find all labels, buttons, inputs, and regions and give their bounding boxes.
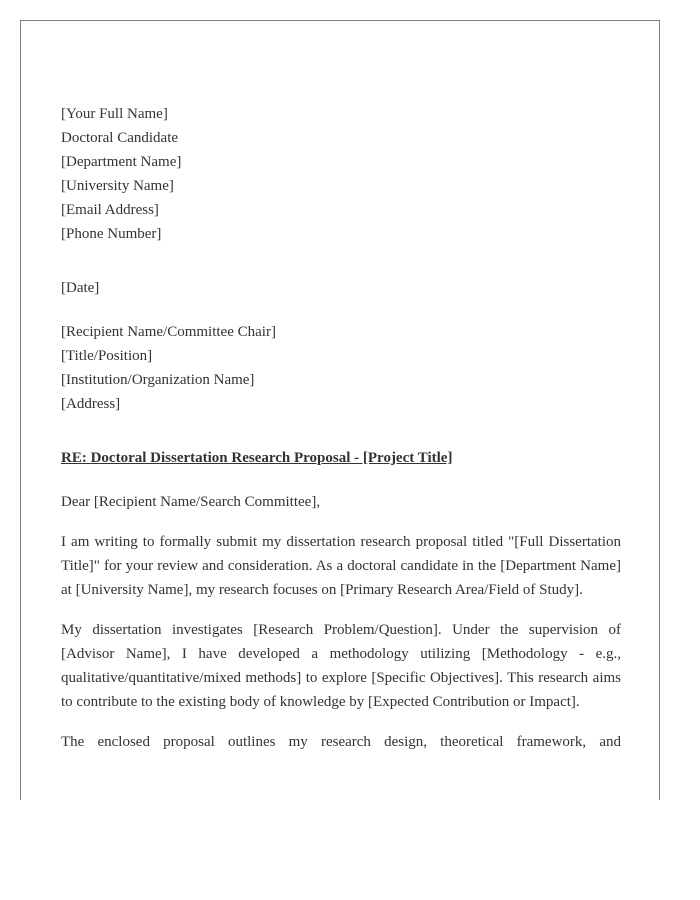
sender-phone: [Phone Number] bbox=[61, 226, 162, 242]
subject-line: RE: Doctoral Dissertation Research Proposal - [Project Title] bbox=[61, 450, 453, 466]
sender-university: [University Name] bbox=[61, 178, 174, 194]
sender-department: [Department Name] bbox=[61, 154, 182, 170]
letter-page bbox=[20, 20, 660, 800]
letter-content bbox=[61, 102, 621, 754]
date-block bbox=[61, 276, 621, 300]
sender-title: Doctoral Candidate bbox=[61, 130, 179, 146]
salutation: Dear [Recipient Name/Search Committee], bbox=[61, 494, 321, 510]
sender-name: [Your Full Name] bbox=[61, 106, 168, 122]
recipient-title: [Title/Position] bbox=[61, 348, 153, 364]
recipient-name: [Recipient Name/Committee Chair] bbox=[61, 324, 276, 340]
sender-email: [Email Address] bbox=[61, 202, 159, 218]
sender-block bbox=[61, 102, 621, 246]
body-paragraph-2: My dissertation investigates [Research Problem/Question]. Under the supervision of [Advisor Name], I have developed a methodology utilizing [Methodology - e.g., qualitative/quantitative/mixed methods] to explore [Specific Objectives]. This research aims to contribute to the existing body of knowledge by [Expected Contribution or Impact]. bbox=[61, 622, 621, 710]
body-paragraph-1: I am writing to formally submit my dissertation research proposal titled "[Full Dissertation Title]" for your review and consideration. As a doctoral candidate in the [Department Name] at [University Name], my research focuses on [Primary Research Area/Field of Study]. bbox=[61, 534, 621, 598]
recipient-block bbox=[61, 320, 621, 416]
body-paragraph-3: The enclosed proposal outlines my research design, theoretical framework, and bbox=[61, 734, 621, 750]
recipient-address: [Address] bbox=[61, 396, 121, 412]
recipient-institution: [Institution/Organization Name] bbox=[61, 372, 255, 388]
letter-date: [Date] bbox=[61, 280, 100, 296]
